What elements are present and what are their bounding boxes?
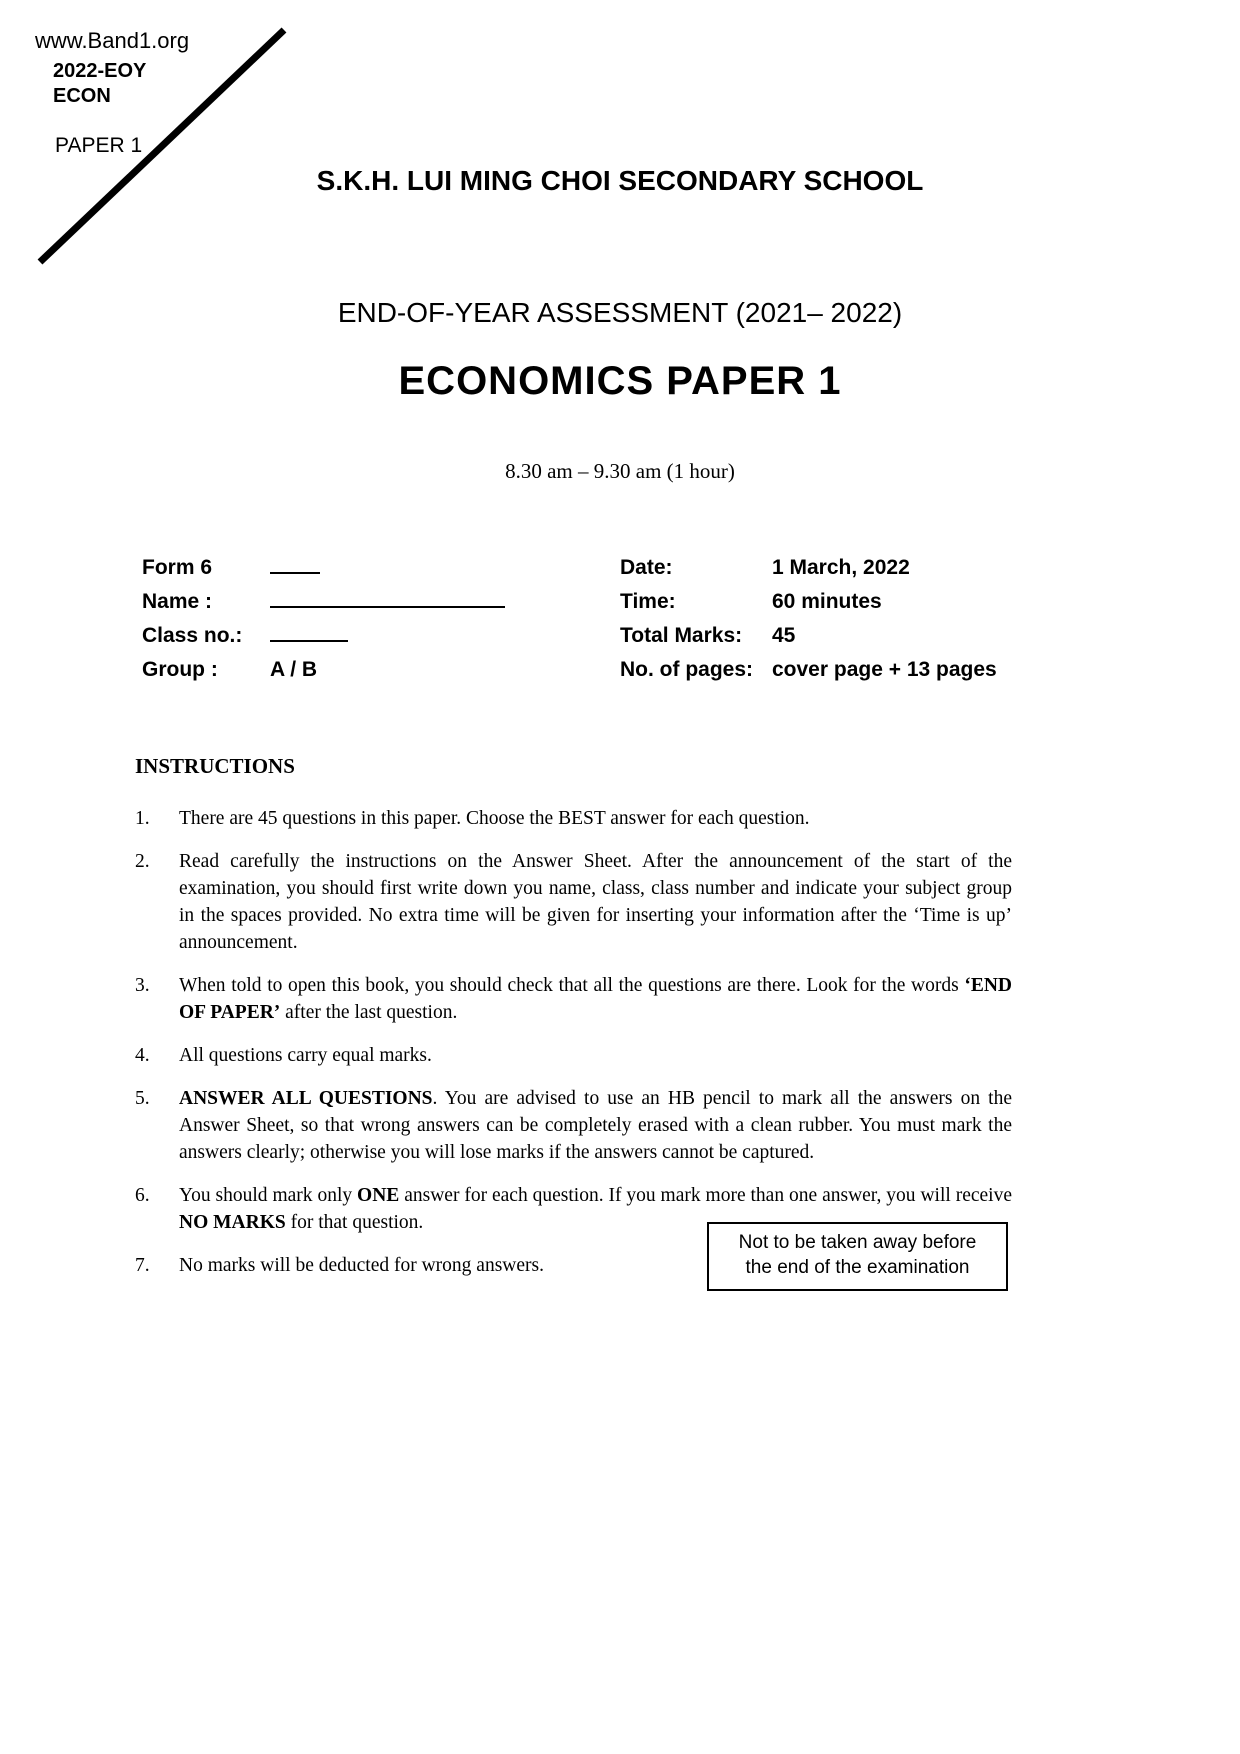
instruction-segment: You should mark only [179,1185,358,1206]
instruction-number: 1. [135,808,150,829]
instruction-segment: for that question. [285,1212,424,1233]
instruction-bold-segment: ONE [357,1185,400,1206]
form-label: Total Marks: [620,624,743,647]
form-row [142,624,620,645]
instruction-number: 4. [135,1045,150,1066]
instruction-text [179,1042,1012,1069]
form-value: 45 [772,624,796,647]
blank-line [270,556,320,574]
paper-title: ECONOMICS PAPER 1 [398,359,842,403]
watermark-site: www.Band1.org [35,28,190,53]
instruction-text [179,805,1012,832]
instructions-heading: INSTRUCTIONS [135,754,295,778]
instruction-segment: There are 45 questions in this paper. Choose the BEST answer for each question. [179,808,810,829]
instruction-number: 3. [135,975,150,996]
instruction-bold-segment: NO MARKS [179,1212,286,1233]
instruction-number: 2. [135,851,150,872]
corner-subject-code: ECON [53,85,111,107]
notice-line-1: Not to be taken away before [738,1232,977,1253]
instruction-segment: Read carefully the instructions on the Answer Sheet. After the announcement of the start of the examination, you should first write down you name, class, class number and indicate your subject group in the spaces provided. No extra time will be given for inserting your information after the ‘Time is up’ announcement. [179,851,1012,953]
form-row [620,658,1240,679]
instruction-segment: All questions carry equal marks. [179,1045,432,1066]
instruction-number: 6. [135,1185,150,1206]
form-label: Form 6 [142,556,213,579]
form-row [142,556,620,577]
form-row [142,590,620,611]
instruction-bold-segment: ‘END OF PAPER’ [179,975,1012,1023]
form-label: Class no.: [142,624,243,647]
corner-year-code: 2022-EOY [53,60,147,82]
notice-box [707,1222,1008,1291]
form-label: Group : [142,658,218,681]
form-row [620,590,1240,611]
corner-paper-label: PAPER 1 [55,134,143,157]
form-label: Name : [142,590,213,613]
form-label: Date: [620,556,673,579]
instruction-number: 7. [135,1255,150,1276]
instruction-bold-segment: ANSWER ALL QUESTIONS [179,1088,433,1109]
form-row [620,624,1240,645]
instruction-item [135,1042,1012,1069]
form-value: 1 March, 2022 [772,556,910,579]
instructions-list [135,805,1012,1279]
instruction-segment: . You are advised to use an HB pencil to mark all the answers on the Answer Sheet, so that wrong answers can be completely erased with a clean rubber. You must mark the answers clearly; otherwise you will lose marks if the answers cannot be captured. [179,1088,1012,1163]
instruction-number: 5. [135,1088,150,1109]
blank-line [270,590,505,608]
school-name: S.K.H. LUI MING CHOI SECONDARY SCHOOL [316,165,924,196]
instruction-item [135,1085,1012,1166]
instruction-item [135,848,1012,956]
assessment-title: END-OF-YEAR ASSESSMENT (2021– 2022) [337,297,903,328]
form-value: 60 minutes [772,590,882,613]
instruction-segment: after the last question. [280,1002,458,1023]
blank-line [270,624,348,642]
form-value: A / B [270,658,318,681]
instruction-segment: When told to open this book, you should check that all the questions are there. Look for the words [179,975,965,996]
notice-line-2: the end of the examination [745,1256,970,1278]
instruction-item [135,805,1012,832]
form-row [142,658,620,679]
form-label: Time: [620,590,676,613]
instruction-text [179,972,1012,1026]
instruction-text [179,848,1012,956]
form-right [620,556,1240,692]
form-left [142,556,620,692]
form-label: No. of pages: [620,658,754,681]
instruction-item [135,972,1012,1026]
instructions-section [135,754,1012,1279]
form-value: cover page + 13 pages [772,658,997,681]
corner-block [35,28,189,158]
instruction-text [179,1085,1012,1166]
instruction-segment: No marks will be deducted for wrong answers. [179,1255,544,1276]
instruction-segment: answer for each question. If you mark more than one answer, you will receive [399,1185,1012,1206]
exam-info-section [142,556,1240,692]
form-row [620,556,1240,577]
exam-time-slot: 8.30 am – 9.30 am (1 hour) [505,459,735,483]
